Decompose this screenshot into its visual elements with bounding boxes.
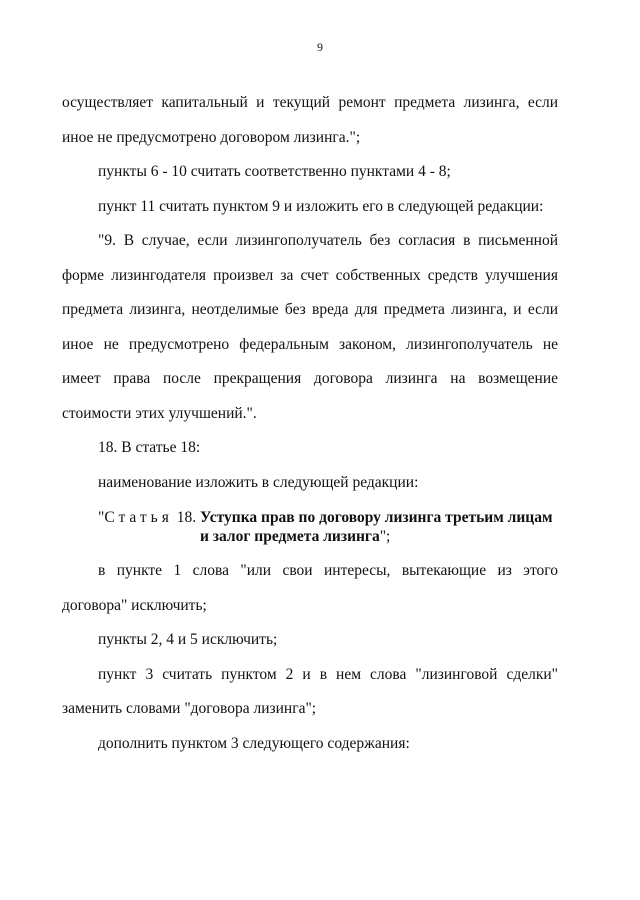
paragraph-point-3: пункт 3 считать пунктом 2 и в нем слова "лизинговой сделки" заменить словами "договора лизинга"; (62, 665, 558, 717)
article-closing: "; (379, 528, 391, 545)
paragraph-add-point-3: дополнить пунктом 3 следующего содержания: (98, 734, 410, 752)
paragraph-item-18: 18. В статье 18: (98, 439, 201, 456)
paragraph-name-edit: наименование изложить в следующей редакции: (98, 473, 419, 491)
paragraph-continuation: осуществляет капитальный и текущий ремонт предмета лизинга, если иное не предусмотрено договором лизинга."; (62, 94, 558, 146)
article-open-quote: " (98, 509, 105, 526)
article-heading (62, 500, 558, 554)
paragraph-exclude-points: пункты 2, 4 и 5 исключить; (98, 631, 278, 648)
paragraph-point-11: пункт 11 считать пунктом 9 и изложить его в следующей редакции: (98, 197, 544, 215)
paragraph-renumber-points: пункты 6 - 10 считать соответственно пунктами 4 - 8; (98, 163, 451, 180)
article-number: 18. (176, 509, 197, 526)
paragraph-point-1-words: в пункте 1 слова "или свои интересы, вытекающие из этого договора" исключить; (62, 562, 558, 614)
paragraph-point-9-text: "9. В случае, если лизингополучатель без согласия в письменной форме лизингодателя произвел за счет собственных средств улучшения предмета лизинга, неотделимые без вреда для предмета лизинга, и если иное не предусмотрено федеральным законом, лизингополучатель не имеет права после прекращения договора лизинга на возмещение стоимости этих улучшений.". (62, 232, 558, 422)
page-number: 9 (317, 40, 323, 54)
article-title-line1: Уступка прав по договору лизинга третьим лицам (200, 509, 553, 526)
article-title-line2: и залог предмета лизинга (200, 528, 380, 545)
document-body (62, 86, 558, 761)
article-word: Статья (104, 509, 173, 526)
